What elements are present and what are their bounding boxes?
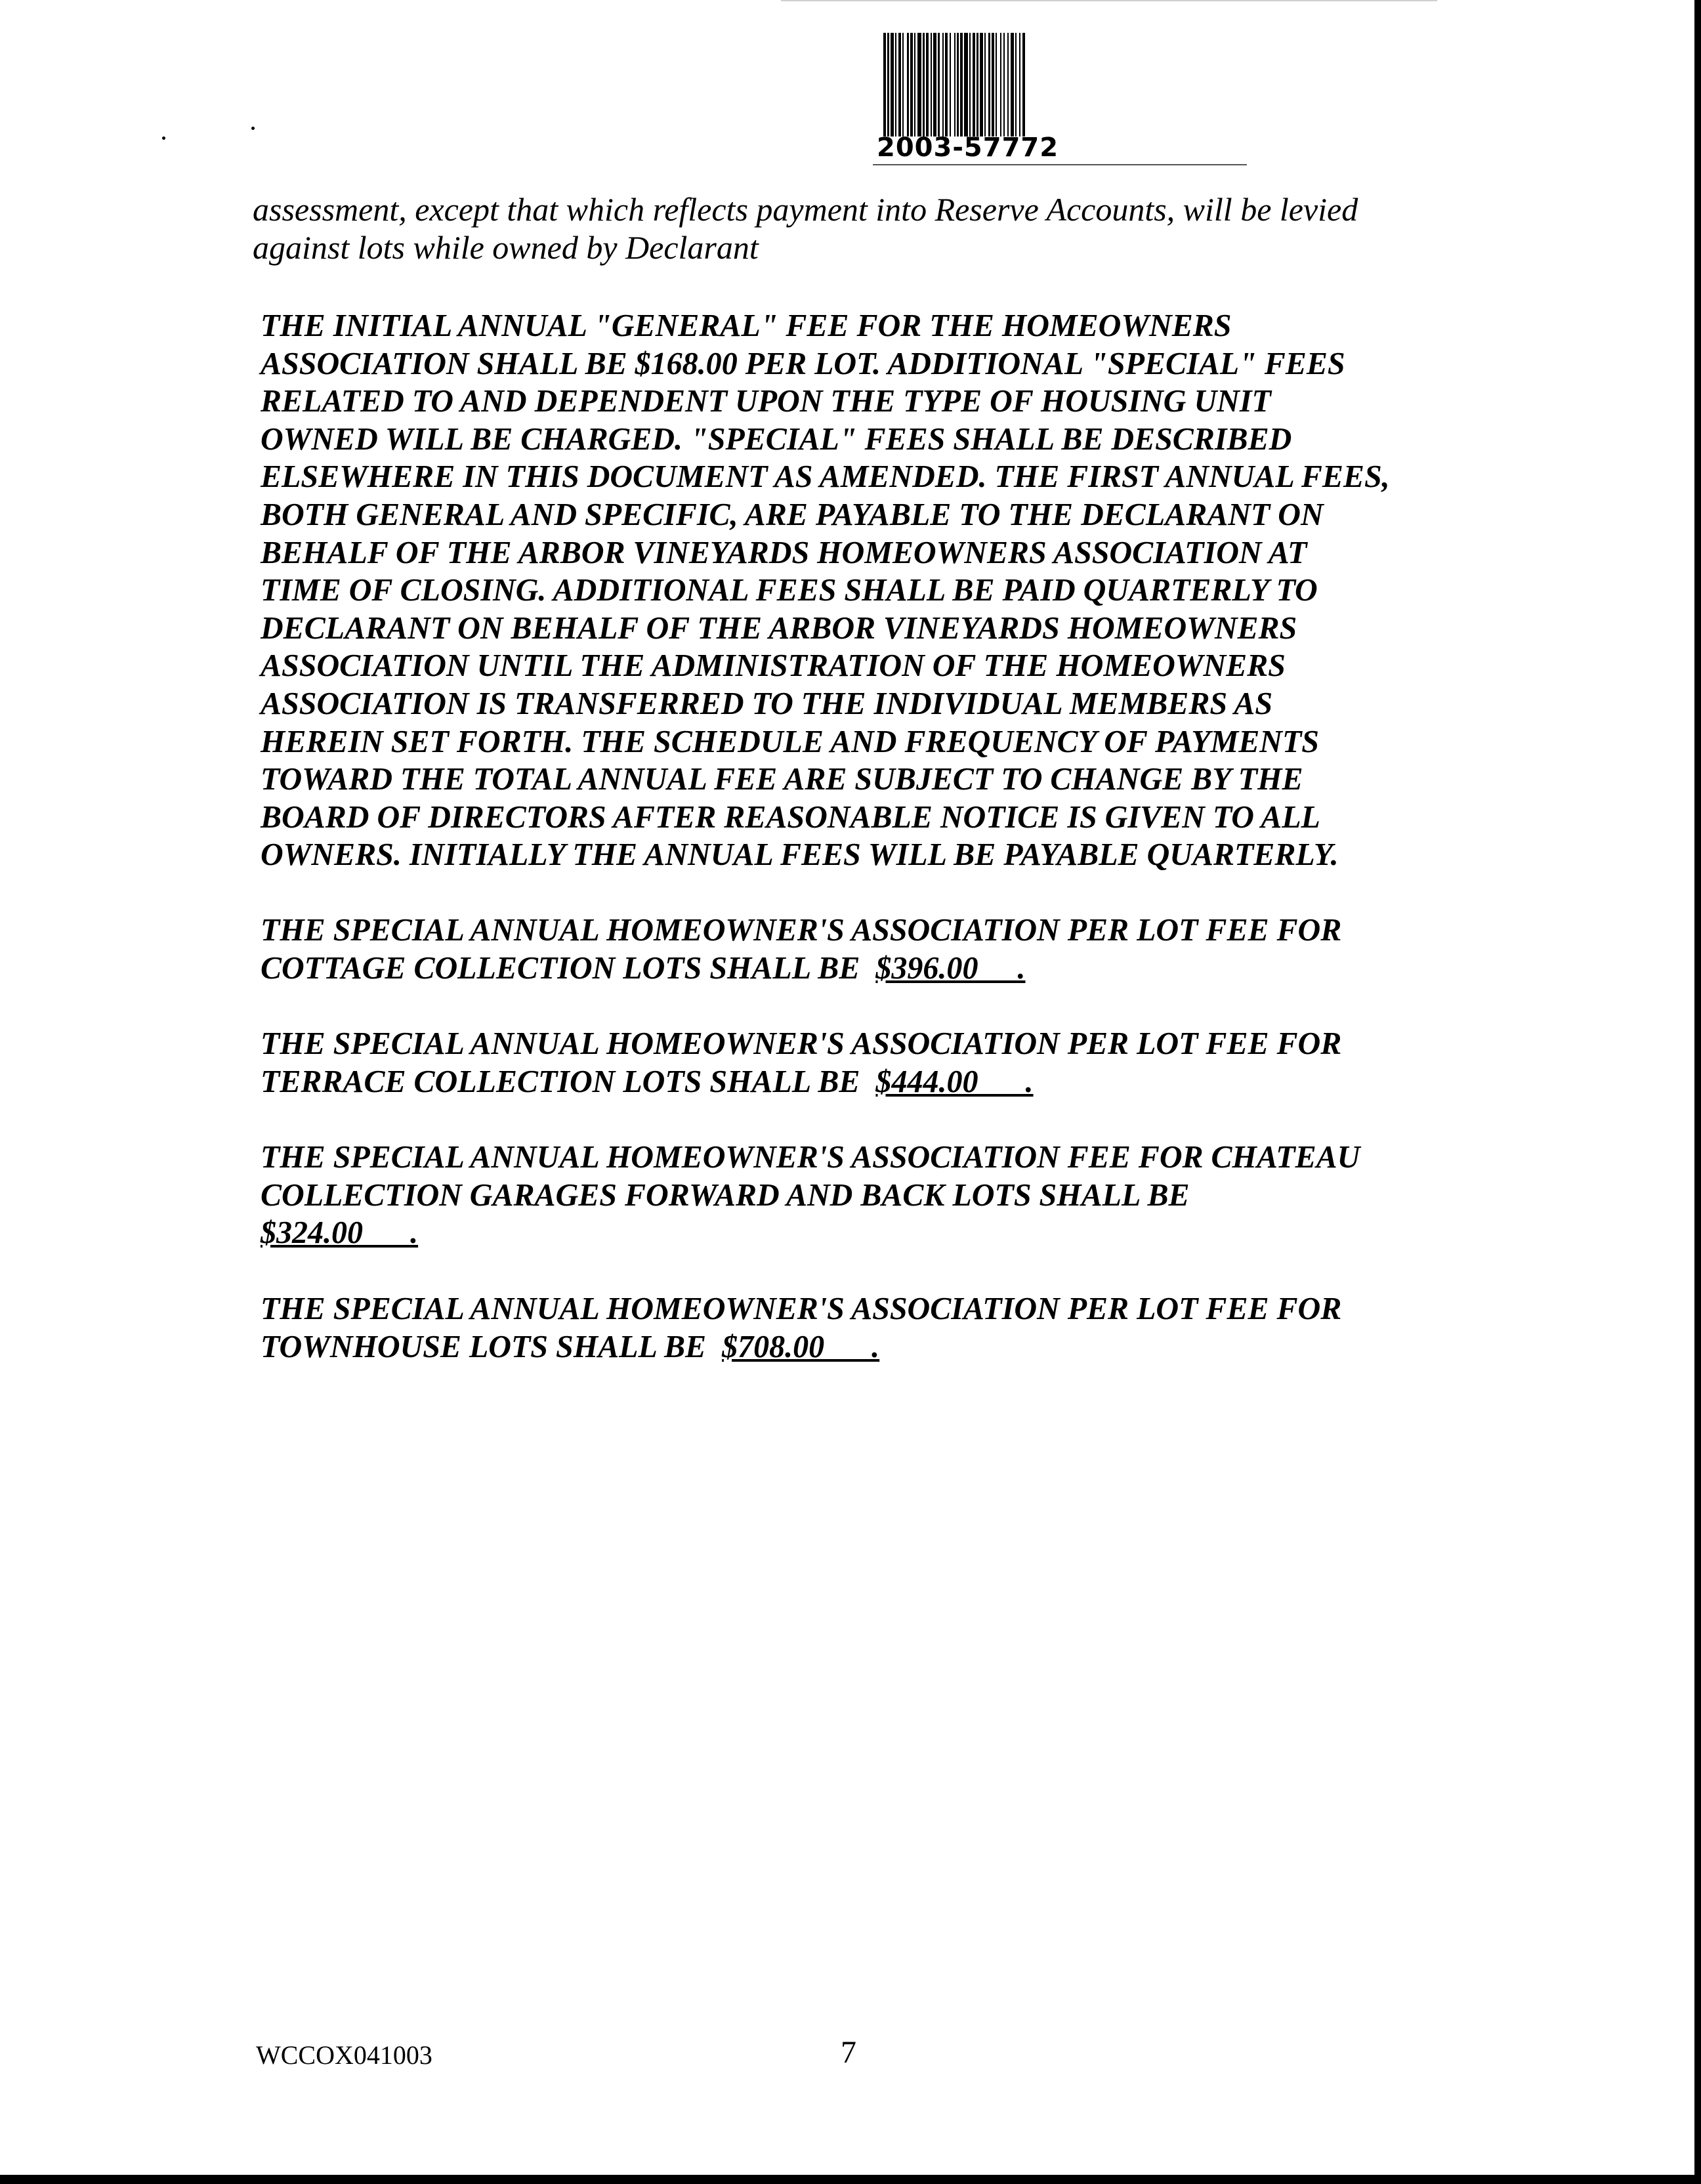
barcode-bar [891, 33, 894, 136]
barcode-block [873, 33, 1181, 164]
intro-line: against lots while owned by Declarant [253, 229, 759, 266]
top-scan-rule [781, 0, 1437, 1]
paragraph-line: THE SPECIAL ANNUAL HOMEOWNER'S ASSOCIATION FEE FOR CHATEAU [261, 1139, 1360, 1175]
barcode-underline [873, 164, 1247, 165]
barcode-bar [902, 33, 904, 136]
paragraph-line: THE INITIAL ANNUAL "GENERAL" FEE FOR THE HOMEOWNERS [261, 307, 1232, 343]
scan-speck [162, 136, 165, 140]
barcode-bar [984, 33, 986, 136]
paragraph-line: THE SPECIAL ANNUAL HOMEOWNER'S ASSOCIATION PER LOT FEE FOR [261, 1290, 1342, 1326]
barcode-bar [950, 33, 951, 136]
paragraph-line: BOARD OF DIRECTORS AFTER REASONABLE NOTICE IS GIVEN TO ALL [261, 798, 1320, 835]
paragraph-line: TOWARD THE TOTAL ANNUAL FEE ARE SUBJECT TO CHANGE BY THE [261, 761, 1303, 797]
barcode-bar [926, 33, 929, 136]
barcode-bar [1011, 33, 1014, 136]
fee-label: COTTAGE COLLECTION LOTS SHALL BE [261, 949, 876, 986]
cottage-fee-amount: $396.00 . [875, 949, 1026, 986]
paragraph-line: OWNERS. INITIALLY THE ANNUAL FEES WILL BE PAYABLE QUARTERLY. [261, 836, 1339, 873]
general-fee-paragraph [261, 306, 1390, 873]
document-code: WCCOX041003 [256, 2040, 432, 2070]
barcode-bar [1003, 33, 1005, 136]
paragraph-line: RELATED TO AND DEPENDENT UPON THE TYPE OF HOUSING UNIT [261, 383, 1271, 419]
barcode-bar [996, 33, 997, 136]
terrace-fee-paragraph [261, 1024, 1341, 1100]
barcode-bar [960, 33, 963, 136]
paragraph-line: ELSEWHERE IN THIS DOCUMENT AS AMENDED. THE FIRST ANNUAL FEES, [261, 458, 1390, 495]
barcode-bar [954, 33, 956, 136]
barcode-bar [883, 33, 886, 136]
barcode-bar [914, 33, 915, 136]
barcode-bar [895, 33, 896, 136]
barcode-bar [973, 33, 975, 136]
barcode-bar [992, 33, 994, 136]
terrace-fee-amount: $444.00 . [875, 1062, 1034, 1099]
barcode-bar [988, 33, 990, 136]
barcode-bar [945, 33, 948, 136]
barcode-bar [1000, 33, 1001, 136]
barcode-bar [942, 33, 944, 136]
paragraph-line: ASSOCIATION IS TRANSFERRED TO THE INDIVIDUAL MEMBERS AS [261, 684, 1273, 721]
paragraph-line: BEHALF OF THE ARBOR VINEYARDS HOMEOWNERS ASSOCIATION AT [261, 534, 1307, 570]
barcode-bar [957, 33, 959, 136]
paragraph-line: TIME OF CLOSING. ADDITIONAL FEES SHALL BE PAID QUARTERLY TO [261, 572, 1318, 608]
paragraph-line: BOTH GENERAL AND SPECIFIC, ARE PAYABLE TO THE DECLARANT ON [261, 495, 1324, 532]
chateau-fee-amount: $324.00 . [261, 1214, 419, 1251]
barcode-bar [917, 33, 921, 136]
townhouse-fee-paragraph [261, 1290, 1341, 1365]
paragraph-line [261, 1328, 1341, 1366]
barcode-bar [907, 33, 909, 136]
paragraph-line [261, 1062, 1341, 1101]
intro-line: assessment, except that which reflects payment into Reserve Accounts, will be levied [253, 191, 1358, 228]
paragraph-line: DECLARANT ON BEHALF OF THE ARBOR VINEYARDS HOMEOWNERS [261, 609, 1297, 646]
paragraph-line: HEREIN SET FORTH. THE SCHEDULE AND FREQUENCY OF PAYMENTS [261, 723, 1319, 759]
paragraph-line [261, 949, 1341, 987]
barcode-bar [910, 33, 913, 136]
barcode-bar [931, 33, 932, 136]
barcode-bar [976, 33, 978, 136]
barcode-bar [1022, 33, 1025, 136]
scan-speck [251, 127, 255, 130]
barcode-bar [964, 33, 968, 136]
barcode-bar [887, 33, 889, 136]
paragraph-line: THE SPECIAL ANNUAL HOMEOWNER'S ASSOCIATION PER LOT FEE FOR [261, 912, 1342, 948]
barcode-bar [933, 33, 936, 136]
paragraph-line: OWNED WILL BE CHARGED. "SPECIAL" FEES SHALL BE DESCRIBED [261, 420, 1292, 457]
barcode-bar [923, 33, 925, 136]
barcode-image [883, 33, 1172, 136]
chateau-fee-paragraph [261, 1138, 1360, 1251]
barcode-bar [898, 33, 901, 136]
barcode-bar [980, 33, 983, 136]
page-number: 7 [841, 2035, 856, 2070]
barcode-bar [938, 33, 940, 136]
barcode-bar [1019, 33, 1020, 136]
paragraph-line: THE SPECIAL ANNUAL HOMEOWNER'S ASSOCIATION PER LOT FEE FOR [261, 1025, 1342, 1061]
paragraph-line: COLLECTION GARAGES FORWARD AND BACK LOTS SHALL BE [261, 1176, 1190, 1213]
barcode-number: 2003-57772 [877, 133, 1059, 163]
barcode-bar [1007, 33, 1009, 136]
paragraph-line: ASSOCIATION UNTIL THE ADMINISTRATION OF THE HOMEOWNERS [261, 647, 1286, 684]
paragraph-line [261, 1213, 1360, 1251]
barcode-bar [969, 33, 971, 136]
fee-label: TERRACE COLLECTION LOTS SHALL BE [261, 1062, 876, 1099]
townhouse-fee-amount: $708.00 . [722, 1328, 880, 1364]
fee-label: TOWNHOUSE LOTS SHALL BE [261, 1328, 723, 1364]
intro-paragraph [253, 190, 1500, 266]
cottage-fee-paragraph [261, 911, 1341, 986]
paragraph-line: ASSOCIATION SHALL BE $168.00 PER LOT. ADDITIONAL "SPECIAL" FEES [261, 345, 1345, 381]
barcode-bar [1015, 33, 1017, 136]
